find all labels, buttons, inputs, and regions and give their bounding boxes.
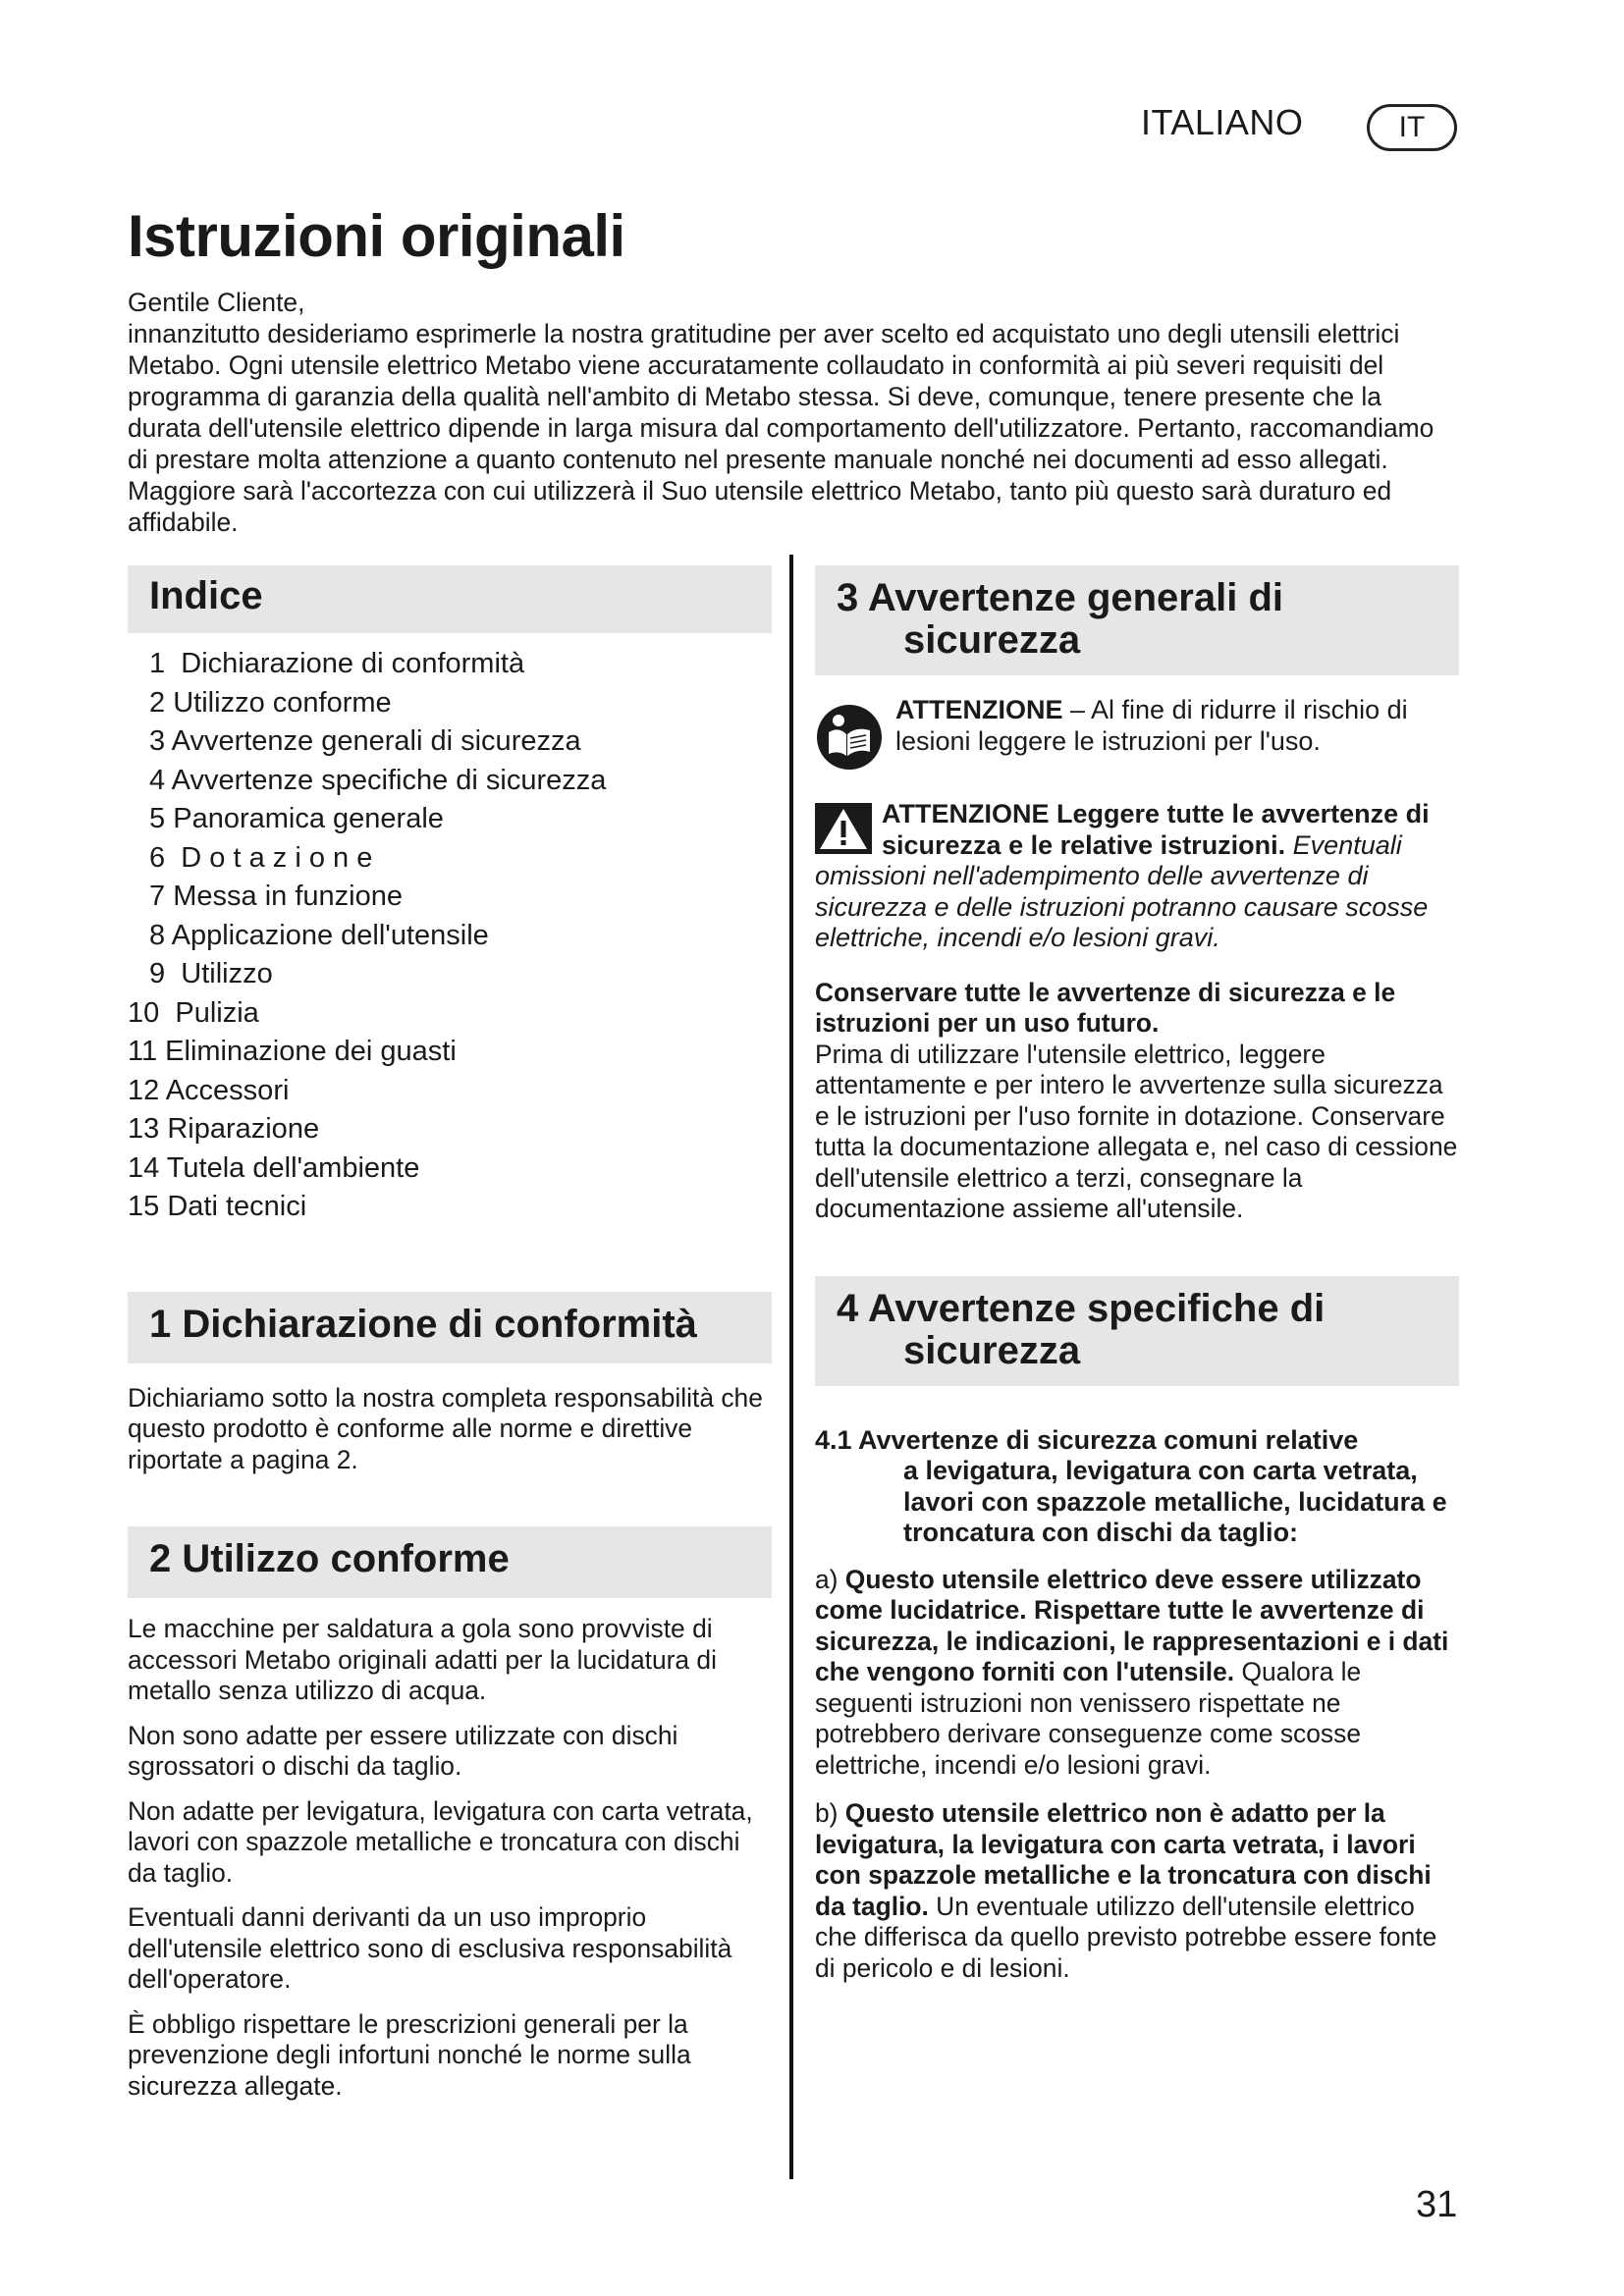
general-warning-italic: Eventuali omissioni nell'adempimento delle avvertenze di sicurezza e delle istruzioni potranno causare scosse elettriche, incendi e/o lesioni gravi. — [815, 829, 1429, 952]
general-warning — [815, 799, 1459, 954]
item-b — [815, 1798, 1459, 1984]
toc-item[interactable]: 9 Utilizzo — [141, 958, 273, 989]
item-a-text: Qualora le seguenti istruzioni non venissero rispettate ne potrebbero derivare conseguenze come scosse elettriche, incendi e/o lesioni gravi. — [815, 1657, 1362, 1780]
section-2-paragraph: È obbligo rispettare le prescrizioni generali per la prevenzione degli infortuni nonché le norme sulla sicurezza allegate. — [128, 2008, 691, 2101]
page-title: Istruzioni originali — [128, 203, 625, 269]
read-manual-icon — [815, 703, 884, 772]
item-b-bold: Questo utensile elettrico non è adatto per la levigatura, la levigatura con carta vetrata, i lavori con spazzole metalliche e la troncatura con dischi da taglio. — [815, 1798, 1432, 1921]
toc-item[interactable]: 4 Avvertenze specifiche di sicurezza — [141, 764, 607, 796]
section-3-heading — [815, 565, 1459, 675]
toc-item[interactable]: 15 Dati tecnici — [128, 1191, 307, 1222]
subsection-4-1-number: 4.1 — [815, 1424, 859, 1455]
column-divider — [789, 555, 793, 2179]
item-b-text: Un eventuale utilizzo dell'utensile elettrico che differisca da quello previsto potrebbe essere fonte di pericolo e di lesioni. — [815, 1891, 1437, 1983]
intro-body: innanzitutto desideriamo esprimerle la nostra gratitudine per aver scelto ed acquistato uno degli utensili elettrici Metabo. Ogni utensile elettrico Metabo viene accuratamente collaudato in conformità ai più severi requisiti del programma di garanzia della qualità nell'ambito di Metabo stessa. Si deve, comunque, tenere presente che la durata dell'utensile elettrico dipende in larga misura dal comportamento dell'utilizzatore. Pertanto, raccomandiamo di prestare molta attenzione a quanto contenuto nel presente manuale nonché nei documenti ad esso allegati. Maggiore sarà l'accortezza con cui utilizzerà il Suo utensile elettrico Metabo, tanto più questo sarà duraturo ed affidabile. — [128, 319, 1435, 537]
section-2-paragraph: Eventuali danni derivanti da un uso improprio dell'utensile elettrico sono di esclusiva responsabilità dell'operatore. — [128, 1902, 732, 1994]
toc-item[interactable]: 1 Dichiarazione di conformità — [141, 648, 525, 679]
section-2-paragraph: Non sono adatte per essere utilizzate con dischi sgrossatori o dischi da taglio. — [128, 1720, 678, 1781]
toc-item[interactable]: 14 Tutela dell'ambiente — [128, 1151, 420, 1184]
section-1-text: Dichiariamo sotto la nostra completa responsabilità che questo prodotto è conforme alle norme e direttive riportate a pagina 2. — [128, 1382, 763, 1474]
section-4-heading-line2: sicurezza — [903, 1328, 1081, 1372]
section-2-heading — [128, 1526, 772, 1598]
section-4-heading — [815, 1276, 1459, 1386]
table-of-contents — [128, 645, 772, 1227]
toc-item[interactable]: 6 D o t a z i o n e — [141, 841, 373, 874]
intro — [128, 287, 1453, 538]
subsection-4-1-title-rest: a levigatura, levigatura con carta vetrata, lavori con spazzole metalliche, lucidatura e troncatura con dischi da taglio: — [903, 1456, 1447, 1547]
intro-greeting: Gentile Cliente, — [128, 288, 305, 317]
right-column — [815, 565, 1459, 1984]
toc-item[interactable]: 8 Applicazione dell'utensile — [141, 919, 489, 951]
item-b-label: b) — [815, 1798, 839, 1828]
section-2-heading-text: 2 Utilizzo conforme — [149, 1537, 510, 1580]
toc-item[interactable]: 12 Accessori — [128, 1074, 290, 1106]
section-2-paragraph: Le macchine per saldatura a gola sono provviste di accessori Metabo originali adatti per la lucidatura di metallo senza utilizzo di acqua. — [128, 1614, 717, 1705]
subsection-4-1-heading — [815, 1425, 1459, 1549]
index-heading-text: Indice — [149, 574, 263, 617]
subsection-4-1-title-first: Avvertenze di sicurezza comuni relative — [858, 1424, 1359, 1455]
manual-warning — [815, 695, 1459, 772]
item-a-label: a) — [815, 1564, 839, 1594]
manual-warning-label: ATTENZIONE — [895, 695, 1063, 724]
toc-item[interactable]: 11 Eliminazione dei guasti — [128, 1036, 457, 1067]
general-warning-bold: ATTENZIONE Leggere tutte le avvertenze di sicurezza e le relative istruzioni. — [882, 799, 1430, 860]
language-code-badge: IT — [1367, 104, 1457, 151]
item-a — [815, 1565, 1459, 1782]
index-heading — [128, 565, 772, 633]
section-1-heading — [128, 1292, 772, 1363]
toc-item[interactable]: 10 Pulizia — [128, 996, 259, 1029]
section-1-heading-text: 1 Dichiarazione di conformità — [149, 1302, 697, 1346]
toc-item[interactable]: 2 Utilizzo conforme — [141, 686, 392, 719]
section-4-heading-line1: 4 Avvertenze specifiche di — [837, 1286, 1326, 1330]
warning-triangle-icon — [815, 803, 872, 854]
toc-item[interactable]: 3 Avvertenze generali di sicurezza — [141, 725, 581, 757]
section-3-heading-line1: 3 Avvertenze generali di — [837, 576, 1283, 619]
keep-instructions-text: Prima di utilizzare l'utensile elettrico, leggere attentamente e per intero le avvertenze sulla sicurezza e le istruzioni per l'uso fornite in dotazione. Conservare tutta la documentazione allegata e, nel caso di cessione dell'utensile elettrico a terzi, consegnare la documentazione assieme all'utensile. — [815, 1039, 1458, 1223]
section-2-paragraph: Non adatte per levigatura, levigatura con carta vetrata, lavori con spazzole metalliche e troncatura con dischi da taglio. — [128, 1795, 753, 1888]
section-3-heading-line2: sicurezza — [903, 618, 1081, 662]
toc-item[interactable]: 5 Panoramica generale — [141, 803, 444, 834]
page-number: 31 — [1416, 2184, 1458, 2225]
manual-warning-text: – Al fine di ridurre il rischio di lesioni leggere le istruzioni per l'uso. — [895, 695, 1408, 756]
item-a-bold: Questo utensile elettrico deve essere utilizzato come lucidatrice. Rispettare tutte le avvertenze di sicurezza, le indicazioni, le rappresentazioni e i dati che vengono forniti con l'utensile. — [815, 1564, 1449, 1686]
left-column — [128, 565, 772, 2102]
toc-item[interactable]: 7 Messa in funzione — [141, 881, 403, 912]
language-label: ITALIANO — [1141, 102, 1304, 142]
keep-instructions-bold: Conservare tutte le avvertenze di sicurezza e le istruzioni per un uso futuro. — [815, 977, 1396, 1038]
toc-item[interactable]: 13 Riparazione — [128, 1113, 320, 1145]
